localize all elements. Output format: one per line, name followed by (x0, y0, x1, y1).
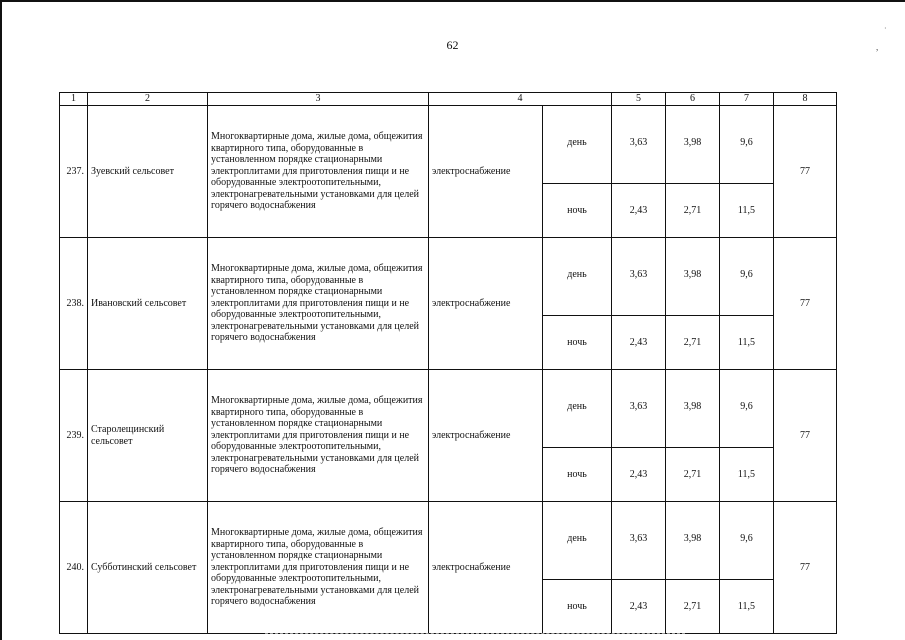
table-row (60, 106, 837, 184)
period-day: день (543, 370, 612, 448)
service-kind: электроснабжение (429, 502, 543, 634)
value-col5: 3,63 (612, 502, 666, 580)
header-cell: 7 (720, 93, 774, 106)
value-col7: 11,5 (720, 580, 774, 634)
value-col6: 3,98 (666, 370, 720, 448)
value-col8: 77 (774, 502, 837, 634)
service-kind: электроснабжение (429, 370, 543, 502)
value-col6: 2,71 (666, 316, 720, 370)
scan-speck: , (876, 42, 879, 52)
table-row (60, 502, 837, 580)
row-number: 240. (60, 502, 88, 634)
value-col6: 3,98 (666, 238, 720, 316)
header-cell: 1 (60, 93, 88, 106)
value-col8: 77 (774, 106, 837, 238)
scan-border-top (0, 0, 905, 2)
settlement-name: Ивановский сельсовет (88, 238, 208, 370)
consumer-category: Многоквартирные дома, жилые дома, общежития квартирного типа, оборудованные в установленном порядке стационарными электроплитами для приготовления пищи и не оборудованные электроотопительными, электронагревательными установками для целей горячего водоснабжения (208, 106, 429, 238)
value-col5: 3,63 (612, 106, 666, 184)
consumer-category: Многоквартирные дома, жилые дома, общежития квартирного типа, оборудованные в установленном порядке стационарными электроплитами для приготовления пищи и не оборудованные электроотопительными, электронагревательными установками для целей горячего водоснабжения (208, 370, 429, 502)
consumer-category: Многоквартирные дома, жилые дома, общежития квартирного типа, оборудованные в установленном порядке стационарными электроплитами для приготовления пищи и не оборудованные электроотопительными, электронагревательными установками для целей горячего водоснабжения (208, 238, 429, 370)
value-col6: 3,98 (666, 502, 720, 580)
period-day: день (543, 238, 612, 316)
service-kind: электроснабжение (429, 106, 543, 238)
value-col7: 11,5 (720, 184, 774, 238)
value-col7: 11,5 (720, 316, 774, 370)
page-number: 62 (446, 38, 459, 52)
value-col8: 77 (774, 238, 837, 370)
header-cell: 5 (612, 93, 666, 106)
header-row (60, 93, 837, 106)
value-col6: 2,71 (666, 580, 720, 634)
header-cell: 6 (666, 93, 720, 106)
row-number: 239. (60, 370, 88, 502)
value-col6: 3,98 (666, 106, 720, 184)
settlement-name: Зуевский сельсовет (88, 106, 208, 238)
value-col6: 2,71 (666, 448, 720, 502)
scan-speck: · (884, 24, 887, 33)
value-col5: 2,43 (612, 184, 666, 238)
value-col5: 2,43 (612, 316, 666, 370)
value-col5: 2,43 (612, 580, 666, 634)
scan-artifact (265, 633, 685, 636)
period-night: ночь (543, 580, 612, 634)
value-col6: 2,71 (666, 184, 720, 238)
value-col7: 9,6 (720, 106, 774, 184)
period-day: день (543, 106, 612, 184)
value-col5: 3,63 (612, 238, 666, 316)
value-col5: 2,43 (612, 448, 666, 502)
header-cell: 2 (88, 93, 208, 106)
header-cell: 4 (429, 93, 612, 106)
period-night: ночь (543, 184, 612, 238)
period-night: ночь (543, 448, 612, 502)
value-col7: 11,5 (720, 448, 774, 502)
scan-border-left (0, 0, 2, 640)
settlement-name: Субботинский сельсовет (88, 502, 208, 634)
value-col7: 9,6 (720, 502, 774, 580)
row-number: 238. (60, 238, 88, 370)
value-col8: 77 (774, 370, 837, 502)
value-col7: 9,6 (720, 238, 774, 316)
value-col5: 3,63 (612, 370, 666, 448)
table-row (60, 238, 837, 316)
tariff-table (59, 92, 837, 634)
period-day: день (543, 502, 612, 580)
table-row (60, 370, 837, 448)
settlement-name: Старолещинский сельсовет (88, 370, 208, 502)
service-kind: электроснабжение (429, 238, 543, 370)
consumer-category: Многоквартирные дома, жилые дома, общежития квартирного типа, оборудованные в установленном порядке стационарными электроплитами для приготовления пищи и не оборудованные электроотопительными, электронагревательными установками для целей горячего водоснабжения (208, 502, 429, 634)
header-cell: 8 (774, 93, 837, 106)
row-number: 237. (60, 106, 88, 238)
header-cell: 3 (208, 93, 429, 106)
value-col7: 9,6 (720, 370, 774, 448)
period-night: ночь (543, 316, 612, 370)
